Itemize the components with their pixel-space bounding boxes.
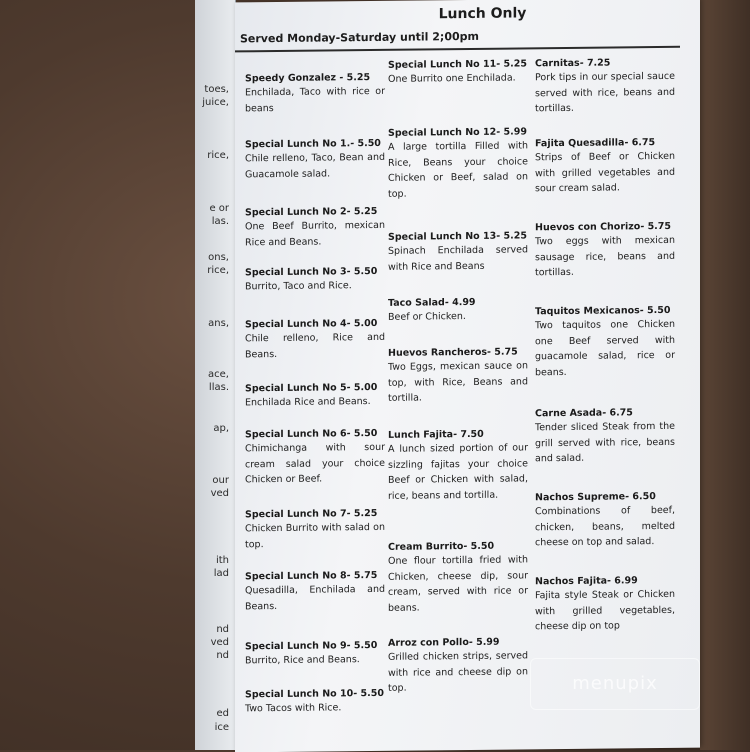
menu-item-description: Burrito, Taco and Rice. [245, 280, 352, 293]
menu-item-name: Special Lunch No 13- 5.25 [388, 230, 527, 243]
menu-item-description: Fajita style Steak or Chicken with grilled vegetables, cheese dip on top [535, 588, 675, 633]
adjacent-page-text-fragment: ice [214, 722, 229, 733]
menu-item-description: One Beef Burrito, mexican Rice and Beans. [245, 219, 385, 248]
menu-item-name: Special Lunch No 1.- 5.50 [245, 137, 381, 151]
adjacent-page-text-fragment: llas. [208, 382, 229, 393]
menu-column-3 [535, 57, 675, 633]
menu-item-description: Two taquitos one Chicken one Beef served with guacamole salad, rice or beans. [535, 318, 675, 378]
menu-item-description: Two Tacos with Rice. [245, 702, 342, 715]
menu-item [388, 427, 528, 503]
menu-item-description: Pork tips in our special sauce served with rice, beans and tortillas. [535, 70, 675, 115]
adjacent-page-text-fragment: rice, [207, 265, 229, 276]
menu-item [535, 490, 675, 551]
menu-column-1 [245, 63, 385, 715]
menu-item [388, 539, 528, 615]
menu-item-name: Special Lunch No 8- 5.75 [245, 569, 378, 583]
menu-item-description: A large tortilla Filled with Rice, Beans your choice Chicken or Beef, salad on top. [388, 140, 528, 200]
menu-column-2 [388, 58, 528, 694]
tablecloth-background [700, 0, 750, 750]
adjacent-page-text-fragment: ans, [208, 318, 229, 329]
menu-item-description: Chile relleno, Rice and Beans. [245, 331, 385, 360]
adjacent-page-text-fragment: e or [209, 203, 229, 214]
menu-item-name: Taquitos Mexicanos- 5.50 [535, 304, 671, 318]
menu-item-description: Quesadilla, Enchilada and Beans. [245, 583, 385, 612]
menu-item-name: Huevos Rancheros- 5.75 [388, 346, 518, 359]
adjacent-page-text-fragment: ed [216, 708, 229, 719]
menu-item-description: Tender sliced Steak from the grill served with rice, beans and salad. [535, 420, 675, 465]
adjacent-page-text-fragment: ved [210, 488, 229, 499]
menu-item [245, 205, 385, 250]
watermark-logo: menupix [530, 658, 700, 710]
menu-item-name: Fajita Quesadilla- 6.75 [535, 137, 656, 150]
menu-item-description: Burrito, Rice and Beans. [245, 654, 360, 667]
menu-item-description: Two eggs with mexican sausage rice, beans and tortillas. [535, 234, 675, 279]
menu-item-name: Special Lunch No 10- 5.50 [245, 687, 384, 701]
menu-item [388, 57, 528, 87]
menu-subtitle: Served Monday-Saturday until 2;00pm [240, 29, 479, 46]
adjacent-page-text-fragment: ith [215, 555, 229, 566]
adjacent-page-text-fragment: our [212, 475, 229, 486]
title-divider [235, 46, 680, 53]
menu-item [388, 229, 528, 274]
menu-item [245, 265, 385, 295]
menu-item [535, 304, 675, 380]
menu-item-description: Spinach Enchilada served with Rice and Beans [388, 244, 528, 273]
menu-item [245, 427, 385, 488]
menu-item-description: Grilled chicken strips, served with rice and cheese dip on top. [388, 650, 528, 694]
menu-item [245, 71, 385, 116]
menu-item-name: Special Lunch No 2- 5.25 [245, 205, 378, 219]
adjacent-page-text-fragment: ace, [208, 369, 229, 380]
menu-item-name: Arroz con Pollo- 5.99 [388, 636, 500, 649]
menu-item [388, 125, 528, 201]
menu-item-description: Beef or Chicken. [388, 311, 466, 323]
menu-item-description: Enchilada, Taco with rice or beans [245, 85, 385, 114]
adjacent-page-text-fragment: nd [216, 624, 229, 635]
menu-item [245, 381, 385, 411]
menu-item-name: Special Lunch No 11- 5.25 [388, 58, 527, 71]
menu-item-name: Carnitas- 7.25 [535, 57, 611, 70]
menu-item [245, 137, 385, 182]
menu-item-name: Special Lunch No 7- 5.25 [245, 507, 378, 521]
menu-item-name: Special Lunch No 9- 5.50 [245, 639, 378, 653]
menu-item-description: One flour tortilla fried with Chicken, cheese dip, sour cream, served with rice or beans. [388, 554, 528, 614]
menu-item-name: Special Lunch No 3- 5.50 [245, 265, 378, 279]
adjacent-page-text-fragment: juice, [202, 97, 229, 108]
menu-item-name: Special Lunch No 6- 5.50 [245, 427, 378, 441]
adjacent-page-text-fragment: toes, [204, 84, 229, 95]
adjacent-page-text-fragment: ved [210, 637, 229, 648]
adjacent-menu-page [195, 0, 236, 750]
menu-item-name: Lunch Fajita- 7.50 [388, 428, 484, 441]
menu-item [535, 56, 675, 117]
lunch-menu-page [235, 0, 700, 752]
menu-item-description: Two Eggs, mexican sauce on top, with Rice, Beans and tortilla. [388, 360, 528, 404]
menu-item-name: Special Lunch No 5- 5.00 [245, 381, 378, 395]
adjacent-page-text-fragment: ap, [213, 423, 229, 434]
adjacent-page-text-fragment: ons, [208, 252, 229, 263]
menu-item-name: Taco Salad- 4.99 [388, 296, 476, 309]
menu-item-name: Carne Asada- 6.75 [535, 407, 633, 420]
menu-item-description: Chimichanga with sour cream salad your choice Chicken or Beef. [245, 441, 385, 486]
menu-item [245, 507, 385, 552]
adjacent-page-text-fragment: lad [213, 568, 229, 579]
menu-item-description: Chicken Burrito with salad on top. [245, 521, 385, 550]
menu-item-name: Special Lunch No 4- 5.00 [245, 317, 378, 331]
menu-item-description: Chile relleno, Taco, Bean and Guacamole salad. [245, 151, 385, 180]
menu-item-name: Special Lunch No 12- 5.99 [388, 126, 527, 139]
menu-item [388, 295, 528, 325]
menu-item [535, 220, 675, 281]
menu-item [535, 136, 675, 197]
menu-title: Lunch Only [438, 5, 527, 23]
adjacent-page-text-fragment: rice, [207, 150, 229, 161]
menu-item-name: Nachos Supreme- 6.50 [535, 491, 656, 504]
menu-item [388, 635, 528, 696]
adjacent-page-text-fragment: las. [211, 216, 229, 227]
menu-item-description: A lunch sized portion of our sizzling fajitas your choice Beef or Chicken with salad, rice, beans and tortilla. [388, 442, 528, 502]
menu-item [535, 406, 675, 467]
menu-item-name: Cream Burrito- 5.50 [388, 540, 495, 553]
menu-item-name: Nachos Fajita- 6.99 [535, 575, 638, 588]
menu-item-description: Combinations of beef, chicken, beans, melted cheese on top and salad. [535, 504, 675, 549]
menu-item-name: Speedy Gonzalez - 5.25 [245, 72, 371, 85]
menu-item-description: Enchilada Rice and Beans. [245, 396, 371, 409]
menu-item [245, 687, 385, 717]
menu-item [245, 317, 385, 362]
adjacent-page-text-fragment: nd [216, 650, 229, 661]
menu-item-description: One Burrito one Enchilada. [388, 72, 516, 85]
menu-item [245, 639, 385, 669]
menu-item [245, 569, 385, 614]
menu-item-name: Huevos con Chorizo- 5.75 [535, 220, 672, 234]
menu-item [388, 345, 528, 406]
menu-item [535, 574, 675, 635]
menu-item-description: Strips of Beef or Chicken with grilled vegetables and sour cream salad. [535, 150, 675, 195]
